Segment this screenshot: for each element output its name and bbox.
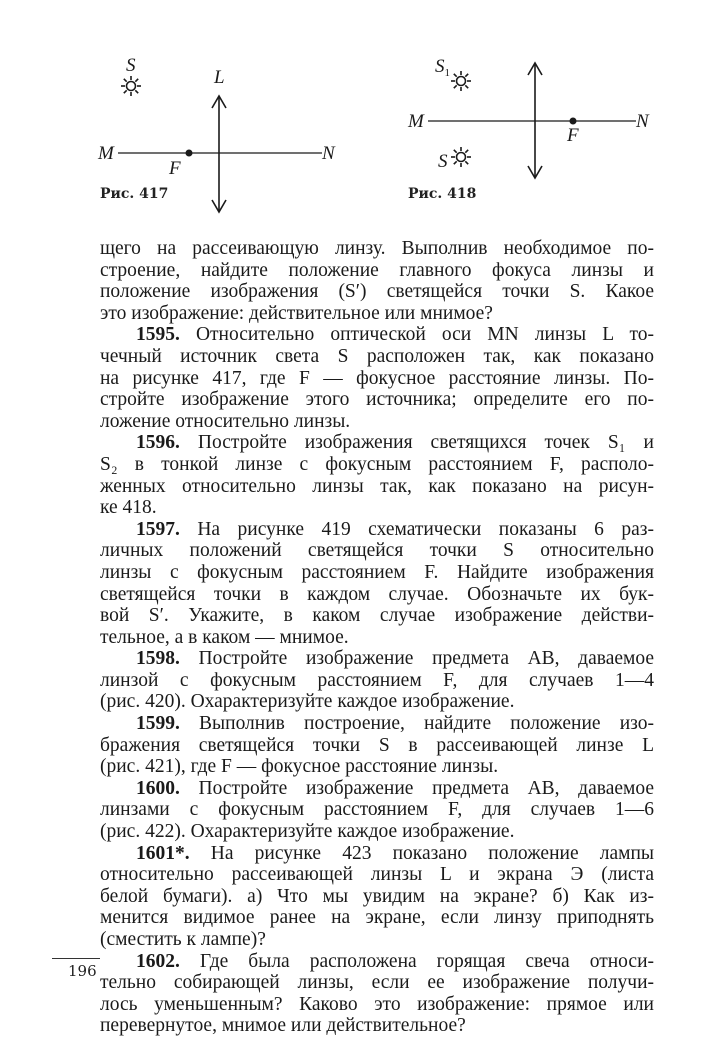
problem-number: 1598. (136, 648, 180, 670)
text-line (100, 238, 654, 260)
line-text: линзами с фокусным расстоянием F, для случаев 1—6 (100, 799, 654, 821)
line-text: лось уменьшенным? Каково это изображение: прямое или (100, 993, 654, 1015)
line-text: Где была расположена горящая свеча относи- (179, 950, 654, 972)
line-text: положение изображения (S′) светящейся точки S. Какое (100, 281, 654, 303)
line-text: бражения светящейся точки S в рассеивающей линзе L (100, 734, 654, 756)
text-line (100, 994, 654, 1016)
text-line (100, 584, 654, 606)
problem-1600 (100, 778, 654, 843)
line-text: (рис. 420). Охарактеризуйте каждое изображение. (100, 691, 515, 713)
text-line (100, 389, 654, 411)
text-line (100, 886, 654, 908)
text-line (100, 260, 654, 282)
text-line (100, 929, 654, 951)
text-line (100, 324, 654, 346)
line-text: Выполнив построение, найдите положение изо- (179, 713, 654, 735)
text-line (100, 454, 654, 476)
line-text: Постройте изображение предмета AB, даваемое (179, 777, 654, 799)
line-text: (рис. 422). Охарактеризуйте каждое изображение. (100, 821, 515, 843)
line-text: Постройте изображение предмета AB, даваемое (179, 648, 654, 670)
line-text: На рисунке 419 схематически показаны 6 раз- (179, 518, 654, 540)
line-text: (рис. 421), где F — фокусное расстояние линзы. (100, 756, 499, 778)
line-text: личных положений светящейся точки S относительно (100, 540, 654, 562)
focus-label: F (567, 125, 579, 146)
text-line (100, 951, 654, 973)
text-line (100, 346, 654, 368)
line-text: Постройте изображения светящихся точек S₁ и (179, 432, 654, 454)
text-line (100, 519, 654, 541)
text-line (100, 281, 654, 303)
text-line (100, 627, 654, 649)
text-line (100, 756, 654, 778)
problem-1595 (100, 324, 654, 432)
text-line (100, 713, 654, 735)
line-text: менится видимое ранее на экране, если линзу приподнять (100, 907, 654, 929)
source2-label: S (438, 151, 448, 172)
axis-label-n: N (322, 143, 335, 164)
problem-1596 (100, 432, 654, 518)
text-line (100, 778, 654, 800)
text-line (100, 368, 654, 390)
problem-1601 (100, 843, 654, 951)
problem-number: 1602. (136, 950, 180, 972)
problem-1599 (100, 713, 654, 778)
line-text: стройте изображение этого источника; определите его по- (100, 389, 654, 411)
text-line (100, 907, 654, 929)
lens-label: L (214, 67, 225, 88)
page-number-rule (52, 958, 100, 959)
focus-point (570, 118, 577, 125)
problem-1602 (100, 951, 654, 1037)
problem-number: 1596. (136, 432, 180, 454)
line-text: женных относительно линзы так, как показано на рисун- (100, 475, 654, 497)
line-text: ложение относительно линзы. (100, 410, 351, 432)
line-text: перевернутое, мнимое или действительное? (100, 1015, 466, 1037)
text-line (100, 562, 654, 584)
line-text: это изображение: действительное или мнимое? (100, 302, 493, 324)
light-source-2-icon (451, 147, 471, 167)
text-line (100, 843, 654, 865)
source1-subscript: 1 (444, 67, 450, 79)
line-text: (сместить к лампе)? (100, 929, 266, 950)
text-line (100, 303, 654, 325)
line-text: тельно собирающей линзы, если ее изображение получи- (100, 972, 654, 994)
line-text: щего на рассеивающую линзу. Выполнив необходимое по- (100, 238, 654, 259)
problem-number: 1595. (136, 324, 180, 346)
figure-caption-417: Рис. 417 (100, 186, 169, 202)
axis-label-m: M (98, 143, 114, 164)
text-line (100, 540, 654, 562)
text-line (100, 432, 654, 454)
text-line (100, 411, 654, 433)
source1-letter: S (435, 56, 445, 77)
source-label: S (126, 55, 136, 76)
line-text: тельное, а в каком — мнимое. (100, 626, 349, 648)
line-text: вой S′. Укажите, в каком случае изображение действи- (100, 605, 654, 627)
text-line (100, 821, 654, 843)
focus-label: F (169, 158, 181, 179)
line-text: светящейся точки в каждом случае. Обозначьте их бук- (100, 583, 654, 605)
text-line (100, 735, 654, 757)
text-line (100, 476, 654, 498)
problem-number: 1597. (136, 518, 180, 540)
line-text: линзой с фокусным расстоянием F, для случаев 1—4 (100, 669, 654, 691)
problem-number: 1601*. (136, 842, 190, 864)
text-line (100, 799, 654, 821)
axis-label-n: N (636, 111, 649, 132)
text-line (100, 670, 654, 692)
text-line (100, 648, 654, 670)
body-text (100, 238, 654, 1037)
text-line (100, 497, 654, 519)
line-text: на рисунке 417, где F — фокусное расстояние линзы. По- (100, 367, 654, 389)
continued-paragraph (100, 238, 654, 324)
text-line (100, 605, 654, 627)
axis-label-m: M (408, 111, 424, 132)
converging-lens (212, 96, 226, 212)
line-text: ке 418. (100, 497, 157, 519)
focus-point (186, 150, 193, 157)
page-number: 196 (68, 962, 97, 980)
line-text: На рисунке 423 показано положение лампы (189, 842, 654, 864)
line-text: белой бумаги). а) Что мы увидим на экране? б) Как из- (100, 885, 654, 907)
line-text: относительно рассеивающей линзы L и экрана Э (листа (100, 864, 654, 886)
problem-1597 (100, 519, 654, 649)
light-source-icon (121, 76, 141, 96)
problem-1598 (100, 648, 654, 713)
problem-number: 1599. (136, 713, 180, 735)
source1-label (435, 56, 450, 79)
line-text: чечный источник света S расположен так, как показано (100, 345, 654, 367)
text-line (100, 864, 654, 886)
text-line (100, 972, 654, 994)
line-text: линзы с фокусным расстоянием F. Найдите изображения (100, 561, 654, 583)
text-line (100, 691, 654, 713)
problem-number: 1600. (136, 777, 180, 799)
text-line (100, 1015, 654, 1037)
light-source-1-icon (451, 71, 471, 91)
line-text: S₂ в тонкой линзе с фокусным расстоянием F, располо- (100, 453, 654, 475)
line-text: строение, найдите положение главного фокуса линзы и (100, 259, 654, 281)
line-text: Относительно оптической оси MN линзы L то- (179, 324, 654, 346)
figure-caption-418: Рис. 418 (408, 186, 477, 202)
